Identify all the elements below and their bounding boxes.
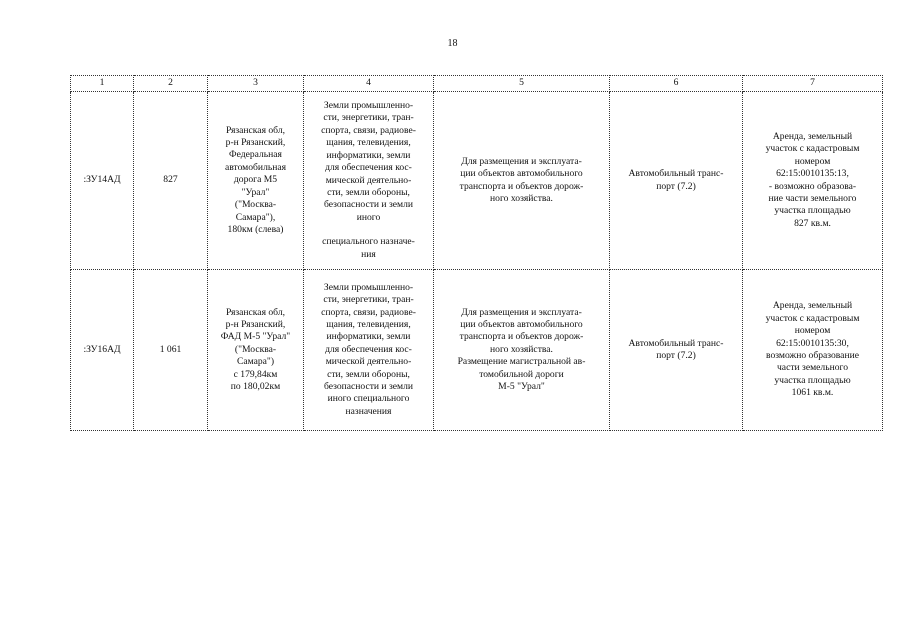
notes-line: номером — [794, 325, 831, 337]
plot-area-cell: 1 061 — [134, 270, 208, 431]
category-line: мической деятельно- — [325, 356, 412, 368]
column-header: 5 — [434, 76, 610, 92]
notes-line: Аренда, земельный — [772, 130, 853, 142]
category-line: спорта, связи, радиове- — [321, 124, 416, 136]
location-cell — [208, 92, 304, 270]
page-number: 18 — [447, 38, 458, 49]
location-line: Федеральная — [229, 149, 282, 161]
column-header: 2 — [134, 76, 208, 92]
category-line: иного — [356, 211, 381, 223]
purpose-line: томобильной дороги — [479, 368, 564, 380]
notes-line: 1061 кв.м. — [791, 387, 834, 399]
notes-line: Аренда, земельный — [772, 300, 853, 312]
purpose-cell — [434, 92, 610, 270]
notes-line: - возможно образова- — [768, 180, 857, 192]
category-line: ния — [361, 248, 376, 260]
category-line: мической деятельно- — [325, 174, 412, 186]
location-line: дорога М5 — [233, 174, 278, 186]
purpose-cell — [434, 270, 610, 431]
category-line: щания, телевидения, — [326, 137, 411, 149]
purpose-line: Размещение магистральной ав- — [457, 356, 586, 368]
purpose-line: Для размещения и эксплуата- — [461, 306, 582, 318]
location-line: ("Москва- — [234, 343, 277, 355]
plot-id-cell: :ЗУ16АД — [71, 270, 134, 431]
category-line — [305, 224, 432, 236]
location-line: Рязанская обл, — [225, 124, 286, 136]
notes-line: участок с кадастровым — [765, 143, 860, 155]
table-row — [71, 92, 883, 270]
notes-cell — [743, 92, 883, 270]
category-line: информатики, земли — [326, 331, 411, 343]
category-line: спорта, связи, радиове- — [321, 306, 416, 318]
category-line: иного специального — [327, 393, 410, 405]
category-line: безопасности и земли — [323, 199, 414, 211]
notes-line: номером — [794, 155, 831, 167]
notes-line: возможно образование — [766, 350, 859, 361]
use-type-line: Автомобильный транс- — [628, 337, 724, 349]
category-line: для обеспечения кос- — [325, 343, 412, 355]
use-type-cell — [610, 270, 743, 431]
purpose-line: транспорта и объектов дорож- — [459, 331, 584, 343]
location-line: Самара") — [236, 356, 275, 368]
column-header: 6 — [610, 76, 743, 92]
column-header: 4 — [304, 76, 434, 92]
location-line: по 180,02км — [230, 381, 281, 393]
land-plots-table — [70, 75, 883, 431]
category-line: информатики, земли — [326, 149, 411, 161]
location-line: Самара"), — [235, 211, 276, 223]
purpose-line: транспорта и объектов дорож- — [459, 180, 584, 192]
category-line: щания, телевидения, — [326, 318, 411, 330]
use-type-line: порт (7.2) — [656, 350, 696, 361]
use-type-line: порт (7.2) — [656, 180, 696, 192]
purpose-line: ции объектов автомобильного — [460, 168, 583, 180]
category-line: назначения — [345, 405, 392, 417]
column-header: 1 — [71, 76, 134, 92]
use-type-line: Автомобильный транс- — [628, 168, 724, 180]
purpose-line: ного хозяйства. — [490, 192, 553, 204]
plot-area-cell: 827 — [134, 92, 208, 270]
notes-line: части земельного — [776, 362, 849, 374]
category-line: для обеспечения кос- — [325, 162, 412, 174]
use-type-cell — [610, 92, 743, 270]
purpose-line: М-5 "Урал" — [498, 381, 545, 393]
category-line: специального назначе- — [322, 236, 415, 248]
location-line: р-н Рязанский, — [225, 318, 286, 330]
notes-line: 827 кв.м. — [794, 217, 831, 229]
location-line: с 179,84км — [233, 368, 278, 380]
notes-line: ние части земельного — [768, 192, 857, 204]
table-header-row — [71, 76, 883, 92]
category-line: сти, энергетики, тран- — [323, 112, 414, 124]
category-line: безопасности и земли — [323, 381, 414, 393]
location-line: р-н Рязанский, — [225, 137, 286, 149]
category-line: сти, земли обороны, — [327, 186, 410, 198]
category-line: сти, земли обороны, — [327, 368, 410, 380]
land-category-cell — [304, 270, 434, 431]
notes-line: 62:15:0010135:13, — [776, 168, 849, 180]
location-line: ("Москва- — [234, 199, 277, 211]
category-line: сти, энергетики, тран- — [323, 294, 414, 306]
purpose-line: ного хозяйства. — [490, 343, 553, 355]
location-line: ФАД М-5 "Урал" — [220, 331, 291, 343]
table-row — [71, 270, 883, 431]
notes-line: участок с кадастровым — [765, 312, 860, 324]
notes-line: участка площадью — [774, 374, 851, 386]
notes-line: 62:15:0010135:30, — [776, 337, 849, 349]
location-cell — [208, 270, 304, 431]
category-line: Земли промышленно- — [323, 281, 414, 293]
notes-cell — [743, 270, 883, 431]
category-line: Земли промышленно- — [323, 100, 414, 112]
column-header: 3 — [208, 76, 304, 92]
purpose-line: Для размещения и эксплуата- — [461, 155, 582, 167]
notes-line: участка площадью — [774, 205, 851, 217]
plot-id-cell: :ЗУ14АД — [71, 92, 134, 270]
land-category-cell — [304, 92, 434, 270]
location-line: 180км (слева) — [227, 223, 284, 235]
location-line: "Урал" — [241, 186, 270, 198]
location-line: автомобильная — [224, 161, 287, 173]
column-header: 7 — [743, 76, 883, 92]
purpose-line: ции объектов автомобильного — [460, 318, 583, 330]
location-line: Рязанская обл, — [225, 306, 286, 318]
